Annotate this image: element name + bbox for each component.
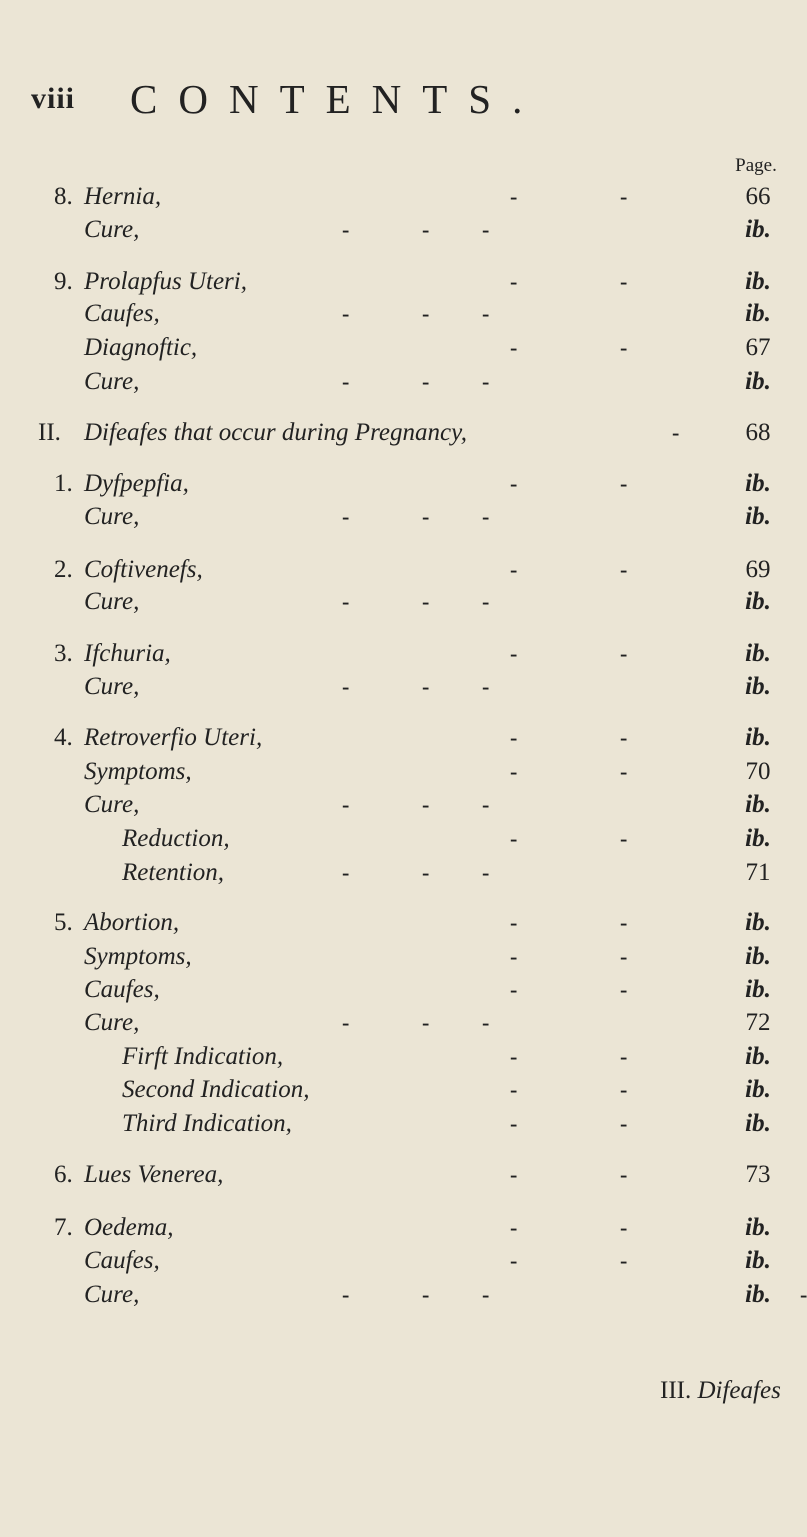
leader-dash: -: [482, 860, 490, 885]
leader-dash: -: [620, 641, 628, 666]
entry-page: ib.: [745, 1214, 771, 1241]
entry-page: ib.: [745, 640, 771, 667]
leader-dash: -: [510, 1077, 518, 1102]
leader-dash: -: [510, 826, 518, 851]
toc-entry: [0, 213, 800, 247]
leader-dash: -: [482, 217, 490, 242]
entry-page: ib.: [745, 470, 771, 497]
toc-entry: [0, 940, 800, 974]
entry-label: Caufes,: [84, 1247, 160, 1274]
leader-dash: -: [342, 301, 350, 326]
entry-number: 3.: [54, 640, 73, 667]
leader-dash: -: [510, 471, 518, 496]
entry-page: ib.: [745, 503, 771, 530]
leader-dash: -: [342, 1282, 350, 1307]
leader-dash: -: [620, 759, 628, 784]
entry-label: Caufes,: [84, 976, 160, 1003]
entry-number: 1.: [54, 470, 73, 497]
toc-entry: [0, 265, 800, 299]
toc-entry: [0, 1107, 800, 1141]
entry-number: 5.: [54, 909, 73, 936]
entry-page: ib.: [745, 300, 771, 327]
leader-dash: -: [342, 1010, 350, 1035]
entry-label: Ifchuria,: [84, 640, 171, 667]
leader-dash: -: [342, 504, 350, 529]
leader-dash: -: [342, 674, 350, 699]
entry-page: ib.: [745, 1247, 771, 1274]
entry-label: Abortion,: [84, 909, 180, 936]
entry-number: 2.: [54, 556, 73, 583]
page-title: CONTENTS.: [130, 76, 544, 122]
toc-entry: [0, 1278, 807, 1312]
entry-page: ib.: [745, 943, 771, 970]
toc-entry: [0, 1073, 800, 1107]
leader-dash: -: [620, 269, 628, 294]
leader-dash: -: [342, 860, 350, 885]
toc-entry: [0, 331, 800, 365]
entry-page: ib.: [745, 216, 771, 243]
toc-entry: [0, 1006, 800, 1040]
leader-dash: -: [422, 589, 430, 614]
leader-dash: -: [482, 504, 490, 529]
leader-dash: -: [510, 759, 518, 784]
toc-entry: [0, 906, 800, 940]
entry-label: Reduction,: [122, 825, 230, 852]
entry-number: 8.: [54, 183, 73, 210]
leader-dash: -: [620, 944, 628, 969]
entry-label: Third Indication,: [122, 1110, 292, 1137]
entry-page: 72: [745, 1009, 771, 1036]
leader-dash: -: [620, 557, 628, 582]
entry-label: Cure,: [84, 791, 140, 818]
entry-label: Firft Indication,: [122, 1043, 284, 1070]
entry-page: ib.: [745, 976, 771, 1003]
page-column-header: Page.: [735, 155, 777, 176]
toc-entry: [0, 788, 800, 822]
leader-dash: -: [510, 1162, 518, 1187]
entry-label: Symptoms,: [84, 943, 192, 970]
leader-dash: -: [620, 1162, 628, 1187]
toc-entry: [0, 180, 800, 214]
toc-entry: [0, 1244, 800, 1278]
entry-label: Cure,: [84, 503, 140, 530]
leader-dash: -: [620, 826, 628, 851]
entry-label: Retroverfio Uteri,: [84, 724, 263, 751]
entry-number: 6.: [54, 1161, 73, 1188]
entry-label: Dyfpepfia,: [84, 470, 189, 497]
leader-dash: -: [510, 1215, 518, 1240]
entry-label: Cure,: [84, 1009, 140, 1036]
toc-entry: [0, 1040, 800, 1074]
leader-dash: -: [482, 301, 490, 326]
entry-page: ib.: [745, 825, 771, 852]
entry-label: Retention,: [122, 859, 225, 886]
leader-dash: -: [422, 369, 430, 394]
catchword: [660, 1377, 781, 1405]
entry-page: ib.: [745, 791, 771, 818]
toc-entry: [0, 1211, 800, 1245]
entry-page: ib.: [745, 588, 771, 615]
leader-dash: -: [422, 1282, 430, 1307]
entry-label: Second Indication,: [122, 1076, 310, 1103]
toc-entry: [0, 856, 800, 890]
entry-label: Oedema,: [84, 1214, 174, 1241]
entry-number: 9.: [54, 268, 73, 295]
leader-dash: -: [510, 910, 518, 935]
entry-page: 68: [745, 419, 771, 446]
toc-entry: [0, 553, 800, 587]
entry-page: ib.: [745, 368, 771, 395]
leader-dash: -: [510, 1044, 518, 1069]
entry-page: 69: [745, 556, 771, 583]
entry-page: 67: [745, 334, 771, 361]
leader-dash: -: [482, 589, 490, 614]
leader-dash: -: [422, 301, 430, 326]
leader-dash: -: [800, 1282, 807, 1307]
leader-dash: -: [482, 369, 490, 394]
toc-entry: [0, 365, 800, 399]
leader-dash: -: [510, 944, 518, 969]
leader-dash: -: [510, 1111, 518, 1136]
leader-dash: -: [510, 269, 518, 294]
leader-dash: -: [342, 217, 350, 242]
entry-page: 71: [745, 859, 771, 886]
leader-dash: -: [482, 792, 490, 817]
leader-dash: -: [510, 335, 518, 360]
entry-label: Symptoms,: [84, 758, 192, 785]
entry-label: Prolapfus Uteri,: [84, 268, 247, 295]
toc-entry: [0, 670, 800, 704]
entry-page: ib.: [745, 673, 771, 700]
leader-dash: -: [620, 1111, 628, 1136]
toc-entry: [0, 500, 800, 534]
leader-dash: -: [510, 641, 518, 666]
leader-dash: -: [620, 1077, 628, 1102]
entry-number: II.: [38, 419, 61, 446]
toc-entry: [0, 1158, 800, 1192]
leader-dash: -: [422, 217, 430, 242]
entry-label: Coftivenefs,: [84, 556, 203, 583]
leader-dash: -: [510, 184, 518, 209]
toc-entry: [0, 467, 800, 501]
entry-page: 70: [745, 758, 771, 785]
leader-dash: -: [482, 1282, 490, 1307]
toc-entry: [0, 416, 800, 450]
entry-label: Caufes,: [84, 300, 160, 327]
leader-dash: -: [510, 725, 518, 750]
page-number: viii: [31, 82, 76, 115]
leader-dash: -: [620, 725, 628, 750]
entry-label: Cure,: [84, 673, 140, 700]
leader-dash: -: [342, 792, 350, 817]
catchword-word: Difeafes: [697, 1377, 781, 1404]
toc-entry: [0, 297, 800, 331]
leader-dash: -: [620, 1215, 628, 1240]
entry-page: ib.: [745, 1110, 771, 1137]
leader-dash: -: [422, 504, 430, 529]
leader-dash: -: [620, 471, 628, 496]
entry-label: Cure,: [84, 1281, 140, 1308]
leader-dash: -: [620, 1248, 628, 1273]
leader-dash: -: [620, 977, 628, 1002]
entry-page: ib.: [745, 909, 771, 936]
leader-dash: -: [422, 860, 430, 885]
toc-entry: [0, 973, 800, 1007]
entry-page: ib.: [745, 268, 771, 295]
leader-dash: -: [422, 1010, 430, 1035]
leader-dash: -: [482, 1010, 490, 1035]
toc-entry: [0, 585, 800, 619]
leader-dash: -: [422, 792, 430, 817]
leader-dash: -: [620, 335, 628, 360]
entry-label: Hernia,: [84, 183, 162, 210]
entry-page: 66: [745, 183, 771, 210]
catchword-number: III.: [660, 1377, 692, 1404]
leader-dash: -: [510, 1248, 518, 1273]
leader-dash: -: [672, 420, 680, 445]
toc-entry: [0, 755, 800, 789]
leader-dash: -: [342, 369, 350, 394]
leader-dash: -: [510, 557, 518, 582]
entry-page: ib.: [745, 1281, 771, 1308]
entry-label: Lues Venerea,: [84, 1161, 224, 1188]
entry-label: Difeafes that occur during Pregnancy,: [84, 419, 468, 446]
leader-dash: -: [620, 1044, 628, 1069]
toc-entry: [0, 637, 800, 671]
leader-dash: -: [510, 977, 518, 1002]
entry-label: Diagnoftic,: [84, 334, 198, 361]
entry-label: Cure,: [84, 368, 140, 395]
leader-dash: -: [422, 674, 430, 699]
entry-page: ib.: [745, 1076, 771, 1103]
entry-number: 4.: [54, 724, 73, 751]
leader-dash: -: [620, 910, 628, 935]
leader-dash: -: [620, 184, 628, 209]
entry-label: Cure,: [84, 216, 140, 243]
toc-entry: [0, 822, 800, 856]
leader-dash: -: [482, 674, 490, 699]
entry-number: 7.: [54, 1214, 73, 1241]
entry-page: 73: [745, 1161, 771, 1188]
leader-dash: -: [342, 589, 350, 614]
entry-page: ib.: [745, 1043, 771, 1070]
entry-label: Cure,: [84, 588, 140, 615]
toc-entry: [0, 721, 800, 755]
entry-page: ib.: [745, 724, 771, 751]
